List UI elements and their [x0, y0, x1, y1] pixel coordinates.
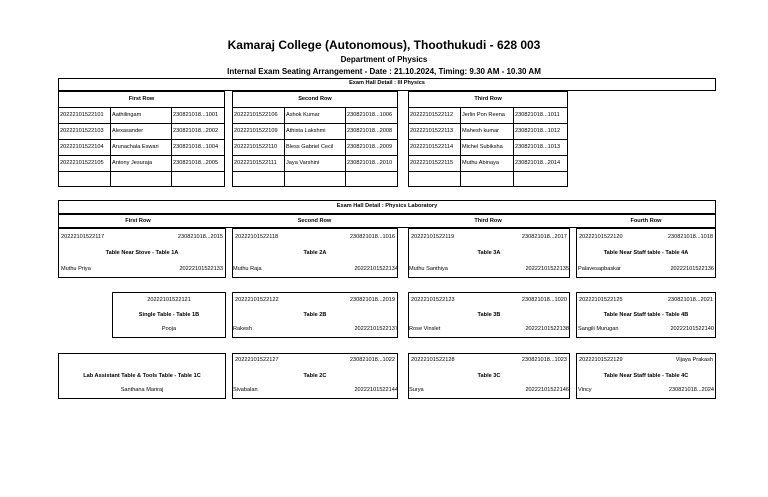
table-3b-bottom-right: 20222101522138 [525, 326, 569, 332]
table-2a-bottom-right: 20222101522134 [354, 266, 398, 272]
table-4c-bottom-left: Vincy [578, 387, 592, 393]
hall1-cell-id: 20222101522111 [234, 160, 277, 166]
hall1-row-line [58, 171, 225, 172]
hall1-row-line [232, 139, 398, 140]
table-4c-bottom-right: 230821018...2024 [668, 387, 714, 393]
table-2b-top-right: 230821018...2019 [349, 297, 395, 303]
table-3c-label: Table 3C [477, 373, 501, 379]
hall1-cell-name: Ashok Kumar [286, 112, 320, 118]
table-2a-bottom-left: Muthu Raja [233, 266, 262, 272]
table-2c-label: Table 2C [303, 373, 327, 379]
hall1-cell-reg: 230821018...2005 [173, 160, 219, 166]
table-4c-top-right: Vijaya Prakash [675, 357, 713, 363]
hall1-cell-reg: 230821018...2010 [347, 160, 393, 166]
hall1-row-line [232, 155, 398, 156]
table-1c-label: Lab Assistant Table & Tools Table - Table 1C [83, 373, 201, 379]
table-3c-bottom-left: Surya [409, 387, 424, 393]
hall1-cell-id: 20222101522104 [60, 144, 104, 150]
table-3a-top-left: 20222101522119 [411, 234, 455, 240]
hall1-cell-name: Bless Gabriel Cecil [286, 144, 334, 150]
table-1a-top-right: 230821018...2015 [177, 234, 223, 240]
hall1-cell-reg: 230821018...2008 [347, 128, 393, 134]
hall1-cell-id: 20222101522115 [410, 160, 454, 166]
table-3a-bottom-left: Muthu Santhiya [409, 266, 448, 272]
table-2a-label: Table 2A [303, 250, 327, 256]
table-2b-label: Table 2B [303, 312, 327, 318]
hall1-cell-name: Jaya Varshini [286, 160, 320, 166]
hall1-cell-id: 20222101522101 [60, 112, 104, 118]
hall1-col-line [110, 107, 111, 187]
hall1-col-line [345, 107, 346, 187]
hall1-cell-name: Muthu Abinaya [462, 160, 500, 166]
table-4a-bottom-left: Palavesapbaskar [578, 266, 621, 272]
hall1-cell-name: Antony Jesuraja [112, 160, 153, 166]
hall1-row-line [58, 139, 225, 140]
hall2-row-label-3: Third Row [474, 218, 502, 224]
table-2b-top-left: 20222101522122 [235, 297, 279, 303]
hall1-cell-name: Mahesh kumar [462, 128, 499, 134]
hall1-cell-name: Alexasander [112, 128, 144, 134]
table-3a-bottom-right: 20222101522135 [525, 266, 569, 272]
hall1-col-line [460, 107, 461, 187]
table-4b-bottom-left: Sangili Murugan [578, 326, 619, 332]
table-3c-bottom-right: 20222101522146 [525, 387, 569, 393]
table-1b-top: 20222101522121 [147, 297, 191, 303]
hall1-col-line [171, 107, 172, 187]
hall1-cell-reg: 230821018...2014 [515, 160, 561, 166]
hall1-row-line [232, 123, 398, 124]
table-2c-bottom-left: Sivabalan [233, 387, 258, 393]
table-2b-bottom-right: 20222101522137 [354, 326, 398, 332]
table-2b-bottom-left: Rakesh [233, 326, 252, 332]
table-2a-top-right: 230821018...1016 [349, 234, 395, 240]
hall1-row-line [58, 107, 225, 108]
hall1-cell-reg: 230821018...1012 [515, 128, 561, 134]
college-title: Kamaraj College (Autonomous), Thoothukudi - 628 003 [227, 38, 541, 52]
table-1c-bottom: Santhana Mariraj [120, 387, 164, 393]
table-3a-label: Table 3A [477, 250, 501, 256]
hall1-col-line [513, 107, 514, 187]
table-3b-label: Table 3B [477, 312, 501, 318]
hall1-cell-reg: 230821018...1004 [173, 144, 219, 150]
hall1-cell-name: Aathilingam [112, 112, 142, 118]
arrangement-title: Internal Exam Seating Arrangement - Date : 21.10.2024, Timing: 9.30 AM - 10.30 AM [227, 67, 541, 76]
table-4a-bottom-right: 20222101522136 [670, 266, 714, 272]
hall1-cell-id: 20222101522105 [60, 160, 104, 166]
table-4b-label: Table Near Staff table - Table 4B [603, 312, 689, 318]
table-2c-top-right: 230821018...1022 [349, 357, 395, 363]
hall1-row-line [408, 123, 568, 124]
hall1-cell-name: Jerlin Pon Reena [462, 112, 505, 118]
table-3b-top-left: 20222101522123 [411, 297, 455, 303]
hall1-row-line [408, 171, 568, 172]
hall1-cell-id: 20222101522106 [234, 112, 278, 118]
table-1b-label: Single Table - Table 1B [138, 312, 200, 318]
hall1-cell-id: 20222101522112 [410, 112, 454, 118]
table-1a-label: Table Near Stove - Table 1A [105, 250, 179, 256]
table-4b-top-right: 230821018...2021 [667, 297, 713, 303]
hall1-row-line [408, 155, 568, 156]
hall1-row-line [58, 123, 225, 124]
hall2-row-label-4: Fourth Row [630, 218, 662, 224]
hall1-cell-id: 20222101522114 [410, 144, 454, 150]
hall1-row-line [232, 107, 398, 108]
hall2-row-label-1: First Row [125, 218, 151, 224]
hall1-cell-reg: 230821018...2009 [347, 144, 393, 150]
table-4a-top-right: 230821018...1018 [667, 234, 713, 240]
hall1-row-label: Third Row [474, 96, 502, 102]
table-3c-top-left: 20222101522128 [411, 357, 455, 363]
hall1-row-line [232, 171, 398, 172]
table-4b-top-left: 20222101522125 [579, 297, 623, 303]
table-3c-top-right: 230821018...1023 [521, 357, 567, 363]
hall1-cell-id: 20222101522113 [410, 128, 454, 134]
table-3a-top-right: 230821018...2017 [521, 234, 567, 240]
table-4b-bottom-right: 20222101522140 [670, 326, 714, 332]
hall1-cell-name: Michel Subiksha [462, 144, 503, 150]
hall2-title: Exam Hall Detail : Physics Laboratory [336, 203, 438, 209]
hall1-cell-id: 20222101522110 [234, 144, 278, 150]
hall1-cell-name: Athista Lakshmi [286, 128, 326, 134]
hall1-row-line [408, 107, 568, 108]
table-2c-bottom-right: 20222101522144 [354, 387, 398, 393]
table-1b-bottom: Pooja [161, 326, 177, 332]
hall1-cell-reg: 230821018...1001 [173, 112, 219, 118]
hall1-cell-reg: 230821018...1006 [347, 112, 393, 118]
department-title: Department of Physics [340, 55, 428, 64]
hall1-row-line [58, 155, 225, 156]
table-4c-label: Table Near Staff table - Table 4C [603, 373, 689, 379]
hall1-row-label: First Row [128, 96, 155, 102]
hall1-cell-reg: 230821018...2002 [173, 128, 219, 134]
hall1-row-line [408, 139, 568, 140]
hall1-cell-reg: 230821018...1011 [515, 112, 560, 118]
table-1a-bottom-right: 20222101522133 [179, 266, 223, 272]
table-2a-top-left: 20222101522118 [235, 234, 279, 240]
table-3b-top-right: 230821018...1020 [521, 297, 567, 303]
hall1-cell-name: Arunachala Eswari [112, 144, 159, 150]
hall1-cell-reg: 230821018...1013 [515, 144, 561, 150]
hall1-title: Exam Hall Detail : III Physics [349, 80, 425, 86]
table-4a-top-left: 20222101522120 [579, 234, 623, 240]
table-1a-top-left: 20222101522117 [61, 234, 105, 240]
table-3b-bottom-left: Rose Vinslet [409, 326, 441, 332]
table-2c-top-left: 20222101522127 [235, 357, 279, 363]
table-1a-bottom-left: Muthu Priya [61, 266, 91, 272]
table-4c-top-left: 20222101522129 [579, 357, 623, 363]
hall1-cell-id: 20222101522103 [60, 128, 104, 134]
hall1-cell-id: 20222101522109 [234, 128, 278, 134]
hall2-row-label-2: Second Row [297, 218, 332, 224]
hall1-col-line [284, 107, 285, 187]
hall1-row-label: Second Row [298, 96, 332, 102]
table-4a-label: Table Near Staff table - Table 4A [603, 250, 689, 256]
